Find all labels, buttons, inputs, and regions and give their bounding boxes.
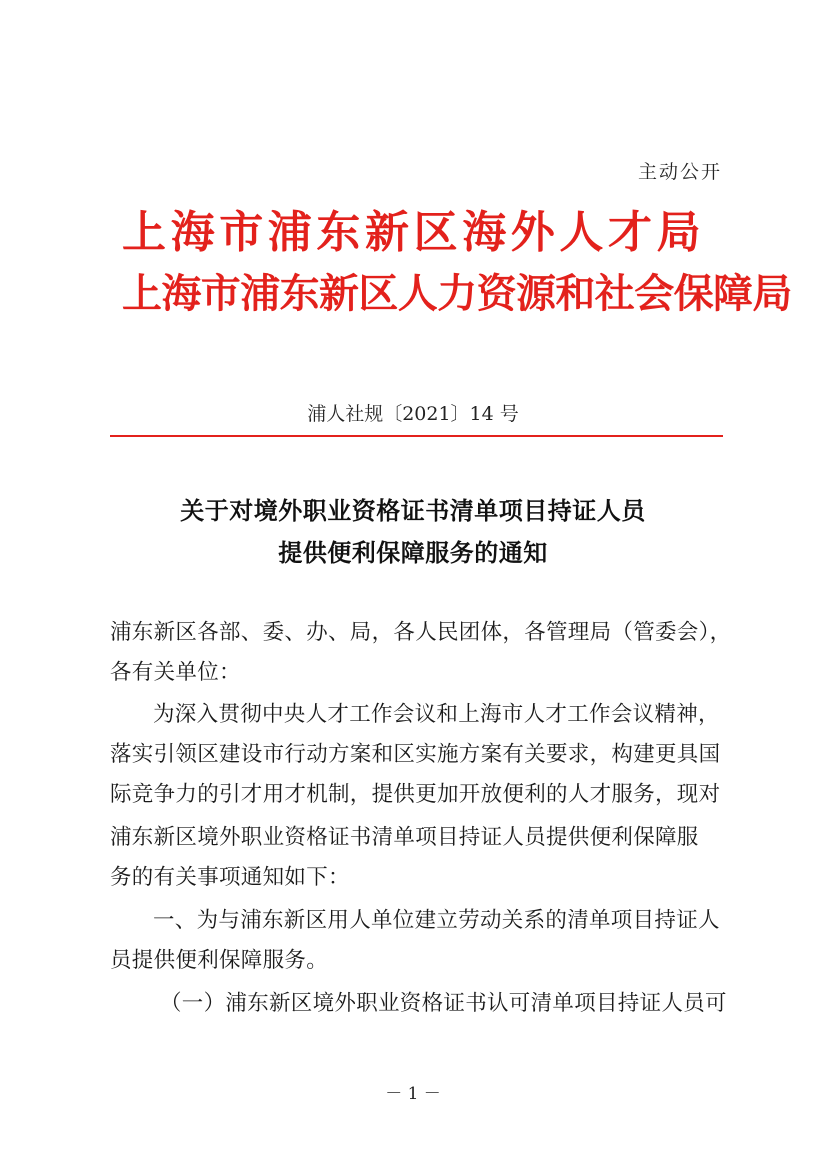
subject-title-line-1: 关于对境外职业资格证书清单项目持证人员 [180,496,646,525]
addressee-line-1: 浦东新区各部、委、办、局，各人民团体，各管理局（管委会）， [110,620,732,645]
paragraph-line: （一）浦东新区境外职业资格证书认可清单项目持证人员可 [160,991,727,1016]
page-number: － 1 － [385,1084,441,1104]
paragraph-line: 为深入贯彻中央人才工作会议和上海市人才工作会议精神， [153,702,720,727]
paragraph-line: 一、为与浦东新区用人单位建立劳动关系的清单项目持证人 [153,908,720,933]
document-number: 浦人社规〔2021〕14 号 [307,403,519,425]
paragraph-line: 落实引领区建设市行动方案和区实施方案有关要求，构建更具国 [110,742,721,767]
red-separator-rule [110,435,723,437]
disclosure-label: 主动公开 [637,161,722,183]
paragraph-line: 务的有关事项通知如下： [110,865,350,890]
paragraph-line: 浦东新区境外职业资格证书清单项目持证人员提供便利保障服 [110,825,699,850]
issuer-title-1: 上海市浦东新区海外人才局 [122,207,706,258]
addressee-line-2: 各有关单位： [110,660,241,685]
paragraph-line: 际竞争力的引才用才机制，提供更加开放便利的人才服务，现对 [110,782,721,807]
paragraph-line: 员提供便利保障服务。 [110,948,329,973]
subject-title-line-2: 提供便利保障服务的通知 [278,538,548,567]
issuer-title-2: 上海市浦东新区人力资源和社会保障局 [122,271,792,317]
